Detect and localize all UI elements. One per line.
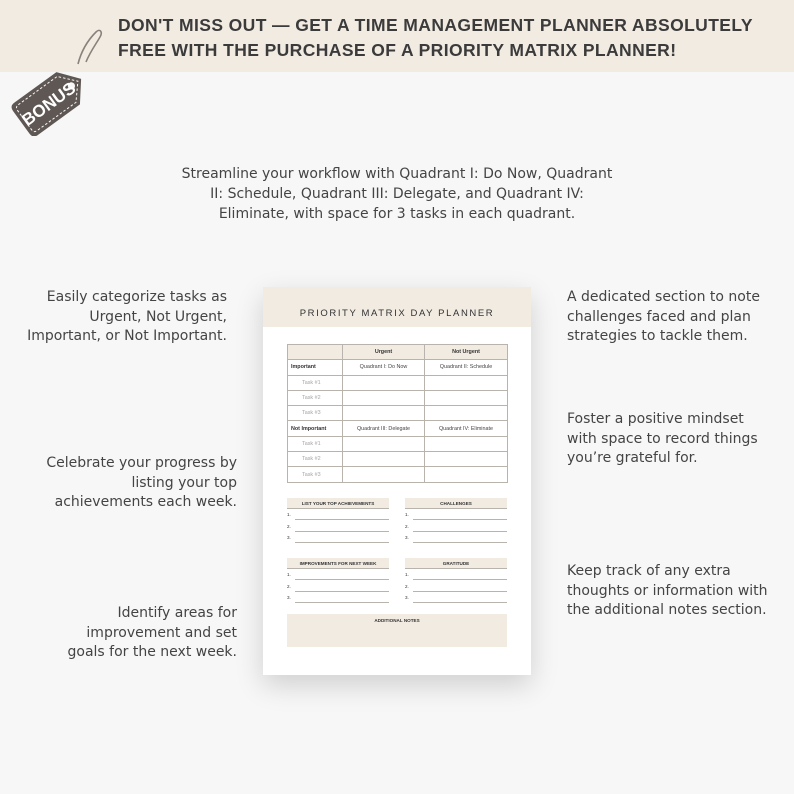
task-cell xyxy=(425,375,508,390)
intro-line: Eliminate, with space for 3 tasks in each quadrant. xyxy=(218,206,576,222)
task-cell xyxy=(343,375,425,390)
task-cell xyxy=(343,436,425,451)
promo-headline xyxy=(118,13,778,63)
task-label: Task #3 xyxy=(288,406,343,421)
task-cell xyxy=(425,452,508,467)
writing-line xyxy=(287,569,389,581)
section-heading: LIST YOUR TOP ACHIEVEMENTS xyxy=(287,498,389,509)
feature-achievements xyxy=(46,454,237,513)
priority-matrix-table xyxy=(287,344,508,483)
task-cell xyxy=(343,390,425,405)
feature-line: Celebrate your progress by xyxy=(46,455,237,471)
additional-notes-label: ADDITIONAL NOTES xyxy=(374,618,420,623)
feature-line: thoughts or information with xyxy=(567,582,768,599)
line-number: 2. xyxy=(405,523,409,529)
line-rule xyxy=(295,602,389,603)
line-number: 2. xyxy=(287,523,291,529)
writing-line xyxy=(405,521,507,533)
column-header xyxy=(288,345,343,360)
line-rule xyxy=(295,542,389,543)
row-label-important: Important xyxy=(288,360,343,375)
table-row xyxy=(288,467,508,482)
improvements-section xyxy=(287,558,389,604)
table-row xyxy=(288,452,508,467)
achievements-section xyxy=(287,498,389,544)
feature-line: listing your top xyxy=(131,474,237,491)
task-label: Task #3 xyxy=(288,467,343,482)
column-header-not-urgent: Not Urgent xyxy=(425,345,508,360)
writing-line xyxy=(405,592,507,604)
promo-banner xyxy=(0,0,794,72)
task-label: Task #1 xyxy=(288,436,343,451)
bonus-tag-label: BONUS xyxy=(18,78,80,130)
writing-line xyxy=(287,532,389,544)
intro-line: II: Schedule, Quadrant III: Delegate, and Quadrant IV: xyxy=(210,186,584,202)
line-number: 3. xyxy=(405,535,409,540)
gratitude-section xyxy=(405,558,507,604)
feature-improvements xyxy=(68,604,238,663)
line-rule xyxy=(413,542,507,543)
feature-line: with space to record things xyxy=(567,430,758,447)
quadrant-3-label: Quadrant III: Delegate xyxy=(343,421,425,436)
feature-line: you’re grateful for. xyxy=(567,450,698,466)
intro-line: Streamline your workflow with Quadrant I: Do Now, Quadrant xyxy=(181,166,613,182)
row-label-not-important: Not Important xyxy=(288,421,343,436)
feature-categorize xyxy=(27,288,227,347)
promo-headline-line-1: DON'T MISS OUT — GET A TIME MANAGEMENT PLANNER ABSOLUTELY xyxy=(118,15,753,35)
additional-notes-section xyxy=(287,614,507,647)
task-cell xyxy=(343,452,425,467)
table-header-row xyxy=(288,345,508,360)
feature-line: Important, or Not Important. xyxy=(27,328,227,344)
feature-line: Urgent, Not Urgent, xyxy=(89,308,227,325)
feature-challenges xyxy=(567,288,760,347)
writing-line xyxy=(405,532,507,544)
promo-headline-line-2: FREE WITH THE PURCHASE OF A PRIORITY MATRIX PLANNER! xyxy=(118,40,677,60)
planner-page-preview xyxy=(263,287,531,675)
line-number: 1. xyxy=(287,512,291,517)
section-heading: IMPROVEMENTS FOR NEXT WEEK xyxy=(287,558,389,569)
feature-line: strategies to tackle them. xyxy=(567,328,748,344)
table-row xyxy=(288,406,508,421)
quadrant-2-label: Quadrant II: Schedule xyxy=(425,360,508,375)
table-row xyxy=(288,360,508,375)
writing-line xyxy=(287,521,389,533)
table-row xyxy=(288,375,508,390)
task-label: Task #2 xyxy=(288,452,343,467)
feature-line: Keep track of any extra xyxy=(567,563,731,579)
writing-line xyxy=(287,592,389,604)
planner-header xyxy=(263,287,531,327)
feature-line: Identify areas for xyxy=(117,605,237,621)
writing-line xyxy=(287,581,389,593)
feature-notes xyxy=(567,562,768,621)
section-heading: CHALLENGES xyxy=(405,498,507,509)
feature-line: goals for the next week. xyxy=(67,644,237,660)
writing-line xyxy=(287,509,389,521)
line-number: 2. xyxy=(287,583,291,589)
feature-line: Easily categorize tasks as xyxy=(46,289,227,305)
feature-line: challenges faced and plan xyxy=(567,308,751,325)
planner-title: PRIORITY MATRIX DAY PLANNER xyxy=(299,308,495,319)
line-number: 3. xyxy=(287,535,291,540)
line-number: 3. xyxy=(287,595,291,600)
feature-line: achievements each week. xyxy=(54,494,237,510)
line-number: 2. xyxy=(405,583,409,589)
intro-description xyxy=(170,164,624,224)
quadrant-4-label: Quadrant IV: Eliminate xyxy=(425,421,508,436)
task-cell xyxy=(425,406,508,421)
feature-line: improvement and set xyxy=(86,624,237,641)
bonus-tag-icon xyxy=(0,18,112,136)
line-number: 1. xyxy=(405,572,409,577)
feature-gratitude xyxy=(567,410,758,469)
quadrant-1-label: Quadrant I: Do Now xyxy=(343,360,425,375)
feature-line: A dedicated section to note xyxy=(567,289,760,305)
task-cell xyxy=(425,467,508,482)
feature-line: Foster a positive mindset xyxy=(567,411,744,427)
table-row xyxy=(288,390,508,405)
table-row xyxy=(288,421,508,436)
table-row xyxy=(288,436,508,451)
task-cell xyxy=(343,406,425,421)
task-label: Task #1 xyxy=(288,375,343,390)
challenges-section xyxy=(405,498,507,544)
line-rule xyxy=(413,602,507,603)
feature-line: the additional notes section. xyxy=(567,602,767,618)
task-cell xyxy=(343,467,425,482)
line-number: 1. xyxy=(287,572,291,577)
task-cell xyxy=(425,390,508,405)
section-heading: GRATITUDE xyxy=(405,558,507,569)
writing-line xyxy=(405,569,507,581)
line-number: 3. xyxy=(405,595,409,600)
task-cell xyxy=(425,436,508,451)
writing-line xyxy=(405,509,507,521)
line-number: 1. xyxy=(405,512,409,517)
task-label: Task #2 xyxy=(288,390,343,405)
writing-line xyxy=(405,581,507,593)
column-header-urgent: Urgent xyxy=(343,345,425,360)
